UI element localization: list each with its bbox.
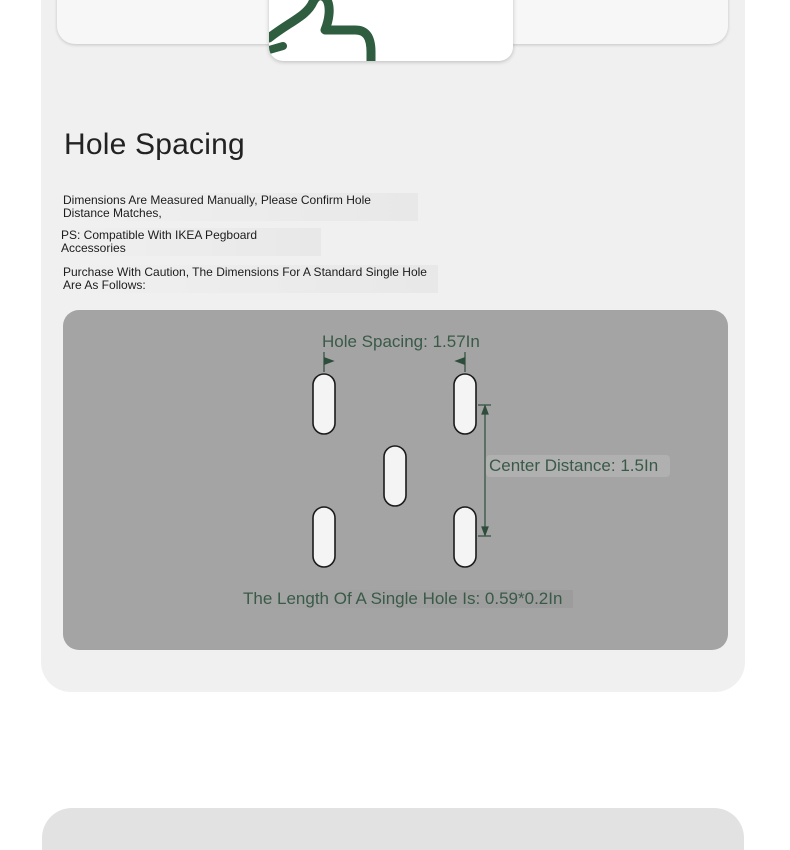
hole-top-left — [313, 374, 335, 434]
thumbs-up-icon — [269, 0, 513, 61]
note-caution — [63, 265, 438, 293]
hole-spacing-markers — [324, 352, 465, 372]
hole-spacing-diagram — [63, 310, 728, 650]
note-measurement — [63, 193, 418, 221]
hole-top-right — [454, 374, 476, 434]
hole-bottom-left — [313, 507, 335, 567]
note-compatibility — [61, 228, 321, 256]
hole-bottom-right — [454, 507, 476, 567]
hole-middle — [384, 446, 406, 506]
note-compatibility-text: PS: Compatible With IKEA Pegboard Accessories — [61, 228, 258, 255]
note-measurement-text: Dimensions Are Measured Manually, Please Confirm Hole Distance Matches, — [63, 193, 371, 220]
hole-spacing-label: Hole Spacing: 1.57In — [322, 332, 480, 351]
section-title: Hole Spacing — [64, 128, 245, 161]
product-thumbnail[interactable] — [269, 0, 513, 61]
single-hole-size-label: The Length Of A Single Hole Is: 0.59*0.2In — [243, 590, 573, 608]
next-section-card — [42, 808, 744, 850]
note-caution-text: Purchase With Caution, The Dimensions For A Standard Single Hole Are As Follows: — [63, 265, 427, 292]
pegboard-holes — [313, 374, 476, 567]
center-distance-label: Center Distance: 1.5In — [486, 455, 670, 477]
